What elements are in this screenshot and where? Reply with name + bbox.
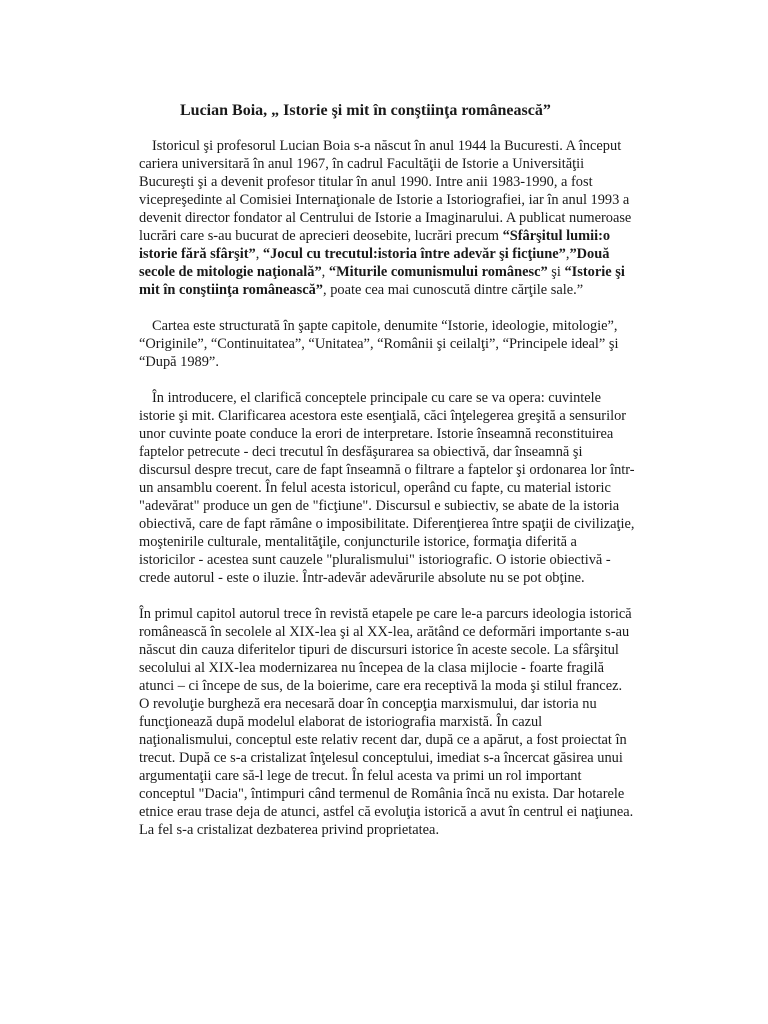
document-title: Lucian Boia, „ Istorie şi mit în conştiinţa românească” [180, 102, 551, 119]
biography-text: Istoricul şi profesorul Lucian Boia s-a născut în anul 1944 la Bucuresti. A început cariera universitară în anul 1967, în cadrul Facultăţii de Istorie a Universităţii Bucureşti şi a devenit profesor titular în anul 1990. Intre anii 1983-1990, a fost vicepreşedinte al Comisiei Internaţionale de Istorie a Istoriografiei, iar în anul 1993 a devenit director fondator al Centrului de Istorie a Imaginarului. A publicat numeroase lucrări care s-au bucurat de aprecieri deosebite, lucrări precum [139, 138, 632, 244]
paragraph-first-chapter: În primul capitol autorul trece în revistă etapele pe care le-a parcurs ideologia istorică românească în secolele al XIX-lea şi al XX-lea, arătând ce deformări importante s-au născut din cauza diferitelor tipuri de discursuri istorice în aceste secole. La sfârşitul secolului al XIX-lea modernizarea nu începea de la clasa mijlocie - foarte fragilă atunci – ci începe de sus, de la boierime, care era receptivă la moda şi stilul francez. O revoluţie burgheză era necesară doar în concepţia marxismului, dar istoria nu funcţionează după modelul elaborat de istoriografia marxistă. În cazul naţionalismului, conceptul este relativ recent dar, după ce a apărut, a fost proiectat în trecut. După ce s-a cristalizat înţelesul conceptului, imediat s-a încercat găsirea unui argumentaţii care să-l lege de trecut. În felul acesta va primi un rol important conceptul "Dacia", întimpuri când termenul de România încă nu exista. Dar hotarele etnice erau trase deja de atunci, astfel că evoluţia istorică a avut în centrul ei naţiunea. La fel s-a cristalizat dezbaterea privind proprietatea. [139, 606, 634, 838]
paragraph-structure: Cartea este structurată în şapte capitole, denumite “Istorie, ideologie, mitologie”, “Originile”, “Continuitatea”, “Unitatea”, “Românii şi ceilalţi”, “Principele ideal” şi “După 1989”. [139, 318, 619, 370]
separator: , [565, 246, 570, 262]
biography-ending: , poate cea mai cunoscută dintre cărţile sale.” [323, 282, 584, 298]
separator: şi [547, 264, 565, 280]
book-title-istorie-si-mit: “Istorie şi mit în conştiinţa românească” [139, 264, 625, 298]
book-title-jocul-cu-trecutul: “Jocul cu trecutul:istoria între adevăr şi ficţiune” [262, 246, 566, 262]
book-title-doua-secole: ”Două secole de mitologie naţională” [139, 246, 610, 280]
separator: , [255, 246, 263, 262]
document-page [139, 100, 636, 857]
book-title-miturile-comunismului: “Miturile comunismului românesc” [328, 264, 548, 280]
paragraph-introduction: În introducere, el clarifică conceptele principale cu care se va opera: cuvintele istorie şi mit. Clarificarea acestora este esenţială, căci înţelegerea greşită a sensurilor unor cuvinte poate conduce la erori de interpretare. Istorie înseamnă reconstituirea faptelor petrecute - deci trecutul în desfăşurarea sa obiectivă, dar înseamnă şi discursul despre trecut, care de fapt înseamnă o filtrare a faptelor şi ordonarea lor într-un ansamblu coerent. În felul acesta istoricul, operând cu fapte, cu material istoric "adevărat" produce un gen de "ficţiune". Discursul e subiectiv, se abate de la istoria obiectivă, care de fapt rămâne o imposibilitate. Diferenţierea între spaţii de civilizaţie, moştenirile culturale, mentalităţile, conjuncturile istorice, formaţia diferită a istoricilor - acestea sunt cauzele "pluralismului" istoriografic. O istorie obiectivă - crede autorul - este o iluzie. Într-adevăr adevărurile absolute nu se pot obţine. [139, 390, 635, 586]
book-title-sfarsitul-lumii: “Sfârşitul lumii:o istorie fără sfârşit” [139, 228, 611, 262]
separator: , [321, 264, 329, 280]
paragraph-biography [139, 137, 636, 299]
